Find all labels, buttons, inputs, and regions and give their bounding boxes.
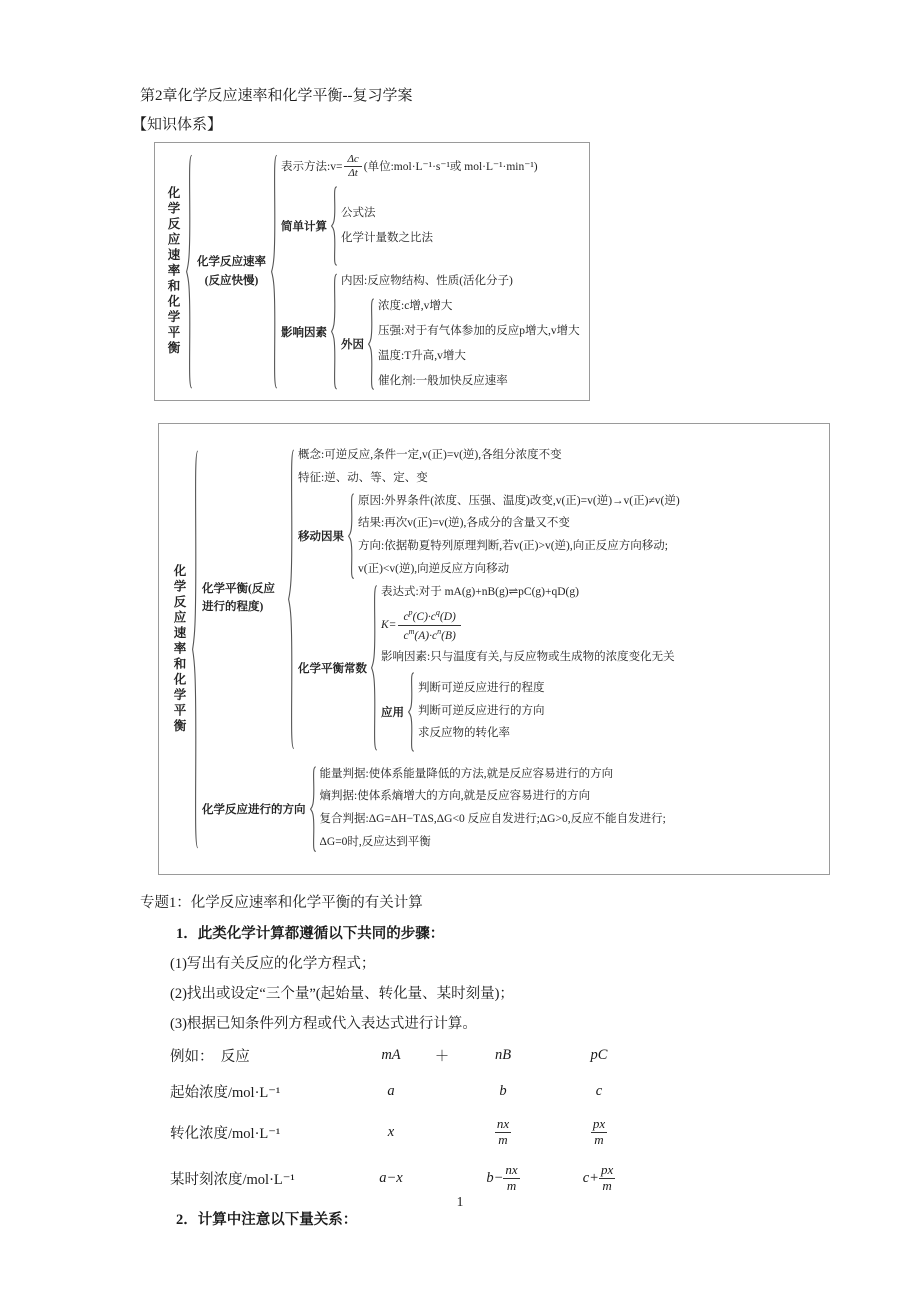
map2-constant-label: 化学平衡常数 — [298, 662, 367, 675]
fraction — [495, 1117, 511, 1148]
table-row-label: 例如： 反应 — [170, 1049, 250, 1066]
map1-branch-label-line1: 化学反应速率 — [197, 256, 266, 269]
fraction — [503, 1163, 519, 1194]
table-cell: ＋ — [434, 1049, 450, 1066]
map2-k-equation — [378, 607, 675, 644]
table-cell: a — [387, 1083, 395, 1100]
brace-icon — [270, 153, 278, 390]
brace-icon — [191, 447, 199, 852]
fraction-numerator: nx — [496, 1116, 510, 1132]
brace-icon — [330, 186, 338, 266]
topic-title: 专题1：化学反应速率和化学平衡的有关计算 — [140, 895, 423, 912]
table-cell: a−x — [379, 1170, 403, 1187]
map1-factors-group — [278, 273, 580, 390]
map1-internal-factor: 内因:反应物结构、性质(活化分子) — [341, 275, 513, 288]
k-term: c — [403, 629, 409, 642]
map2-direction-item: 熵判据:使体系熵增大的方向,就是反应容易进行的方向 — [319, 790, 591, 803]
map1-root-label: 化学反应速率和化学平衡 — [166, 186, 180, 357]
table-cell: pC — [590, 1047, 608, 1064]
map2-equilibrium-label: 化学平衡(反应进行的程度) — [202, 583, 275, 614]
map2-concept-line: 概念:可逆反应,条件一定,v(正)=v(逆),各组分浓度不变 — [298, 448, 562, 461]
k-term: (B) — [441, 629, 456, 642]
map2-shift-label: 移动因果 — [298, 530, 344, 543]
table-cell: c — [595, 1083, 603, 1100]
map2-application-label: 应用 — [381, 706, 404, 719]
table-cell-prefix: b− — [486, 1169, 504, 1186]
map1-external-label: 外因 — [341, 339, 364, 352]
map2-application-item: 判断可逆反应进行的方向 — [418, 704, 545, 717]
map2-root-group — [167, 447, 680, 852]
table-cell — [462, 1163, 544, 1194]
page-number: 1 — [456, 1194, 464, 1209]
k-exponent: p — [408, 607, 413, 617]
k-numerator — [398, 607, 460, 626]
brace-icon — [185, 153, 193, 390]
map2-direction-item: 能量判据:使体系能量降低的方法,就是反应容易进行的方向 — [319, 767, 614, 780]
calculation-table — [170, 1045, 850, 1194]
table-cell: nB — [494, 1047, 512, 1064]
map1-external-item: 压强:对于有气体参加的反应p增大,v增大 — [378, 324, 580, 337]
fraction-numerator: Δc — [344, 153, 361, 167]
map2-constant-group — [295, 584, 680, 752]
brace-icon — [330, 273, 338, 390]
map1-root-group — [161, 153, 580, 390]
brace-icon — [367, 298, 375, 390]
map1-external-item: 浓度:c增,v增大 — [378, 300, 453, 313]
map2-direction-label: 化学反应进行的方向 — [202, 803, 306, 816]
map1-external-item: 温度:T升高,v增大 — [378, 349, 466, 362]
table-cell: mA — [381, 1047, 401, 1064]
fraction-denominator: m — [506, 1178, 517, 1194]
k-exponent: q — [435, 607, 440, 617]
map1-calc-label: 简单计算 — [281, 221, 327, 234]
fraction-denominator: m — [498, 1132, 508, 1148]
knowledge-map-2 — [158, 423, 830, 875]
map1-method-line — [278, 153, 580, 179]
map1-calc-group — [278, 186, 580, 266]
map2-direction-item: ΔG=0时,反应达到平衡 — [319, 835, 431, 848]
map1-branch-group — [193, 153, 580, 390]
map1-method-pre: 表示方法:v= — [281, 161, 343, 174]
map2-influence-line: 影响因素:只与温度有关,与反应物或生成物的浓度变化无关 — [381, 650, 675, 663]
map2-expression-line: 表达式:对于 mA(g)+nB(g)⇌pC(g)+qD(g) — [381, 585, 579, 598]
table-cell-prefix: c+ — [582, 1169, 599, 1186]
topic-heading-1: 1．此类化学计算都遵循以下共同的步骤： — [176, 926, 445, 943]
map1-external-group — [338, 298, 580, 390]
brace-icon — [370, 584, 378, 752]
doc-title: 第2章化学反应速率和化学平衡--复习学案 — [140, 88, 413, 104]
map2-application-group — [378, 672, 675, 752]
map2-features-line: 特征:逆、动、等、定、变 — [298, 471, 428, 484]
fraction — [591, 1117, 607, 1148]
k-exponent: m — [408, 626, 415, 636]
table-cell — [544, 1117, 654, 1148]
brace-icon — [287, 447, 295, 752]
map1-branch-label — [193, 253, 270, 290]
topic-step: (1)写出有关反应的化学方程式； — [170, 956, 376, 973]
map2-shift-group — [295, 493, 680, 579]
k-prefix: K= — [381, 619, 397, 632]
map2-shift-item: 原因:外界条件(浓度、压强、温度)改变,v(正)=v(逆)→v(正)≠v(逆) — [358, 494, 680, 507]
brace-icon — [309, 766, 317, 852]
table-cell: x — [387, 1124, 395, 1141]
map2-direction-group — [199, 766, 680, 852]
map1-calc-item: 公式法 — [341, 206, 376, 219]
k-term: (C)·c — [412, 610, 436, 623]
topic-heading-2: 2．计算中注意以下量关系： — [176, 1212, 358, 1229]
brace-icon — [407, 672, 415, 752]
fraction-denominator: m — [594, 1132, 604, 1148]
k-fraction — [398, 607, 460, 644]
brace-icon — [347, 493, 355, 579]
map2-root-label: 化学反应速率和化学平衡 — [172, 564, 186, 735]
topic-step: (2)找出或设定“三个量”(起始量、转化量、某时刻量)； — [170, 986, 514, 1003]
fraction-denominator: m — [602, 1178, 612, 1194]
table-row-label: 转化浓度/mol·L⁻¹ — [170, 1126, 281, 1143]
map2-shift-item: v(正)<v(逆),向逆反应方向移动 — [358, 562, 510, 575]
fraction-numerator: nx — [505, 1162, 518, 1178]
table-row-label: 起始浓度/mol·L⁻¹ — [170, 1085, 281, 1102]
map2-shift-item: 方向:依据勒夏特列原理判断,若v(正)>v(逆),向正反应方向移动; — [358, 540, 668, 553]
fraction — [599, 1163, 615, 1194]
map1-method-post: (单位:mol·L⁻¹·s⁻¹或 mol·L⁻¹·min⁻¹) — [363, 161, 538, 174]
fraction-denominator: Δt — [348, 166, 358, 179]
map2-direction-item: 复合判据:ΔG=ΔH−TΔS,ΔG<0 反应自发进行;ΔG>0,反应不能自发进行; — [319, 813, 666, 826]
map1-branch-label-line2: (反应快慢) — [204, 274, 259, 287]
section-heading: 【知识体系】 — [132, 117, 223, 133]
map1-factors-label: 影响因素 — [281, 326, 327, 339]
map1-calc-item: 化学计量数之比法 — [341, 231, 433, 244]
map2-application-item: 求反应物的转化率 — [418, 727, 510, 740]
map2-shift-item: 结果:再次v(正)=v(逆),各成分的含量又不变 — [358, 517, 570, 530]
fraction — [344, 153, 361, 179]
knowledge-map-1 — [154, 142, 590, 401]
k-term: c — [403, 610, 409, 623]
topic-step: (3)根据已知条件列方程或代入表达式进行计算。 — [170, 1016, 477, 1033]
map2-application-item: 判断可逆反应进行的程度 — [418, 681, 545, 694]
map2-equilibrium-group — [199, 447, 680, 752]
table-cell: b — [499, 1083, 507, 1100]
k-term: (D) — [439, 610, 456, 623]
table-row-label: 某时刻浓度/mol·L⁻¹ — [170, 1172, 295, 1189]
k-term: (A)·c — [414, 629, 438, 642]
k-exponent: n — [437, 626, 442, 636]
table-cell — [462, 1117, 544, 1148]
fraction-numerator: px — [592, 1116, 606, 1132]
fraction-numerator: px — [600, 1162, 614, 1178]
map1-external-item: 催化剂:一般加快反应速率 — [378, 374, 508, 387]
k-denominator — [399, 626, 461, 644]
table-cell — [544, 1163, 654, 1194]
